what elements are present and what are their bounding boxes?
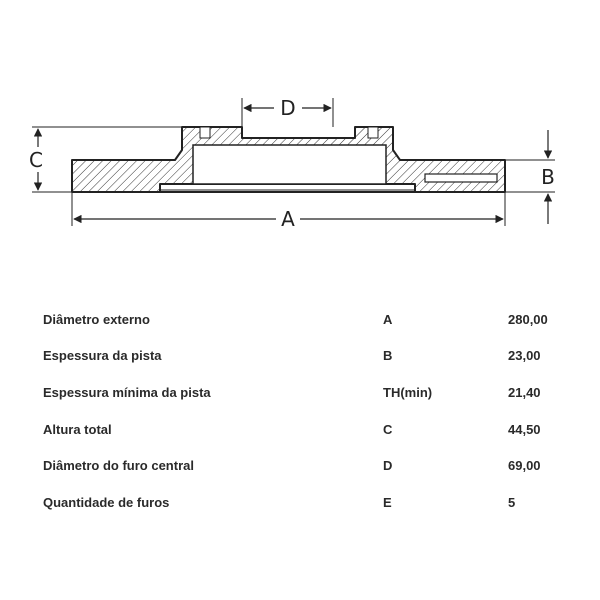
spec-value: 69,00 [508, 458, 541, 473]
spec-name: Quantidade de furos [43, 495, 170, 510]
spec-code: C [383, 422, 393, 437]
spec-code: A [383, 312, 393, 327]
dimension-a-label: A [281, 207, 295, 231]
spec-row [0, 385, 600, 409]
spec-name: Diâmetro do furo central [43, 458, 194, 473]
spec-value: 23,00 [508, 348, 541, 363]
dimension-b-label: B [541, 165, 555, 189]
spec-value: 21,40 [508, 385, 541, 400]
spec-code: D [383, 458, 393, 473]
spec-value: 44,50 [508, 422, 541, 437]
spec-name: Diâmetro externo [43, 312, 150, 327]
spec-row [0, 422, 600, 446]
spec-name: Altura total [43, 422, 112, 437]
spec-value: 280,00 [508, 312, 548, 327]
spec-row [0, 348, 600, 372]
spec-name: Espessura mínima da pista [43, 385, 211, 400]
dimension-c-label: C [29, 148, 43, 172]
spec-code: B [383, 348, 393, 363]
spec-name: Espessura da pista [43, 348, 162, 363]
spec-code: TH(min) [383, 385, 433, 400]
spec-row [0, 312, 600, 336]
dimension-d-label: D [280, 96, 296, 120]
spec-code: E [383, 495, 392, 510]
spec-row [0, 458, 600, 482]
spec-row [0, 495, 600, 519]
spec-value: 5 [508, 495, 516, 510]
